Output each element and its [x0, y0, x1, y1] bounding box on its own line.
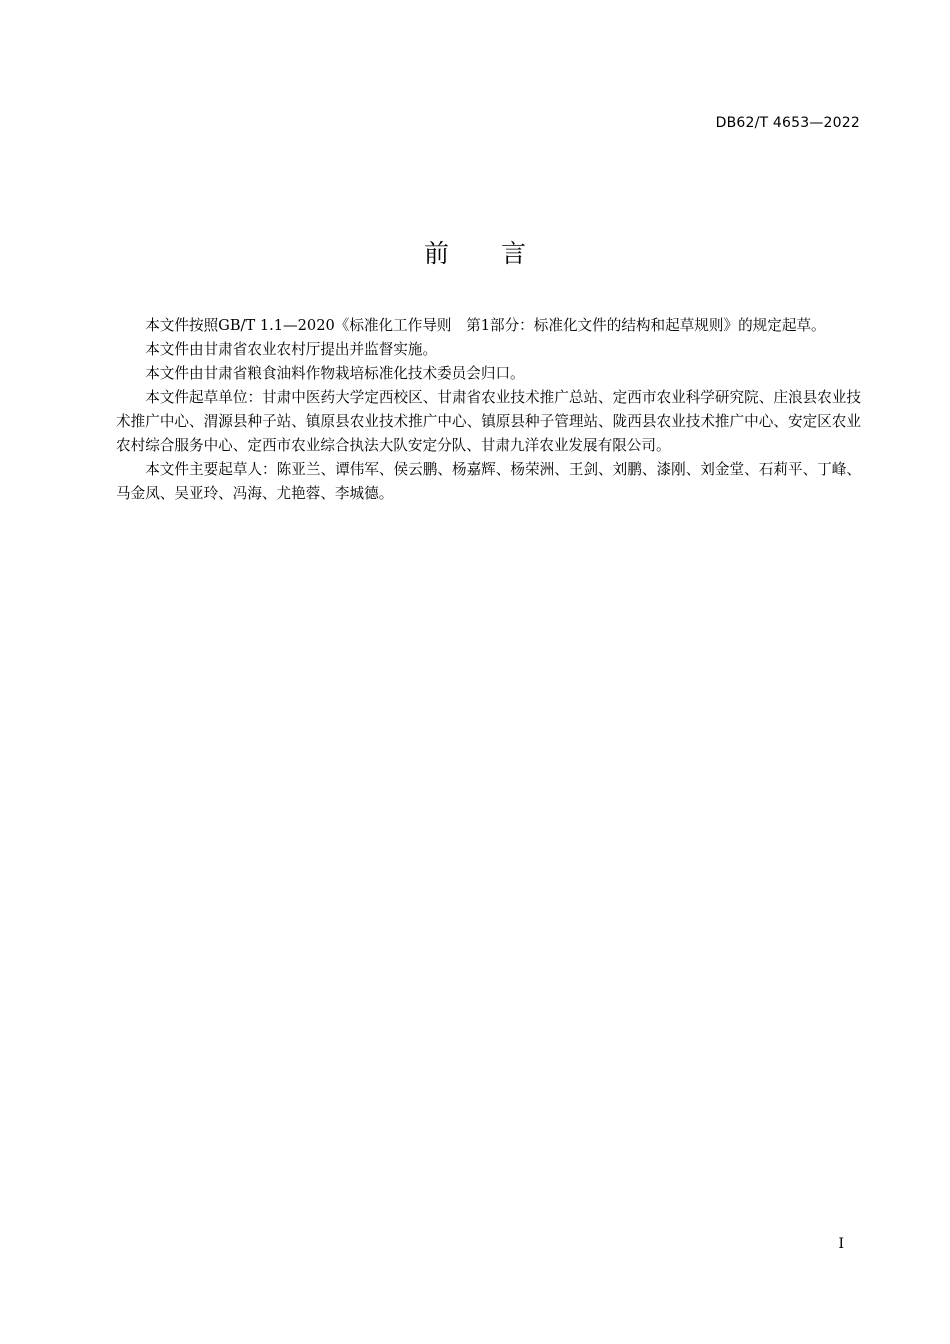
paragraph-proposer: 本文件由甘肃省农业农村厅提出并监督实施。 — [145, 341, 438, 358]
page-title: 前言 — [423, 239, 578, 268]
paragraph-committee: 本文件由甘肃省粮食油料作物栽培标准化技术委员会归口。 — [145, 365, 525, 382]
foreword-body — [116, 314, 861, 506]
page-number: I — [838, 1236, 844, 1252]
document-code: DB62/T 4653—2022 — [715, 115, 860, 131]
paragraph-drafting-units: 本文件起草单位：甘肃中医药大学定西校区、甘肃省农业技术推广总站、定西市农业科学研究院、庄浪县农业技术推广中心、渭源县种子站、镇原县农业技术推广中心、镇原县种子管理站、陇西县农业技术推广中心、安定区农业农村综合服务中心、定西市农业综合执法大队安定分队、甘肃九洋农业发展有限公司。 — [116, 389, 861, 454]
paragraph-drafting-rules: 本文件按照GB/T 1.1—2020《标准化工作导则 第1部分：标准化文件的结构和起草规则》的规定起草。 — [145, 317, 826, 334]
paragraph-drafters: 本文件主要起草人：陈亚兰、谭伟军、侯云鹏、杨嘉辉、杨荣洲、王剑、刘鹏、漆刚、刘金堂、石莉平、丁峰、马金凤、吴亚玲、冯海、尤艳蓉、李城德。 — [116, 461, 861, 502]
